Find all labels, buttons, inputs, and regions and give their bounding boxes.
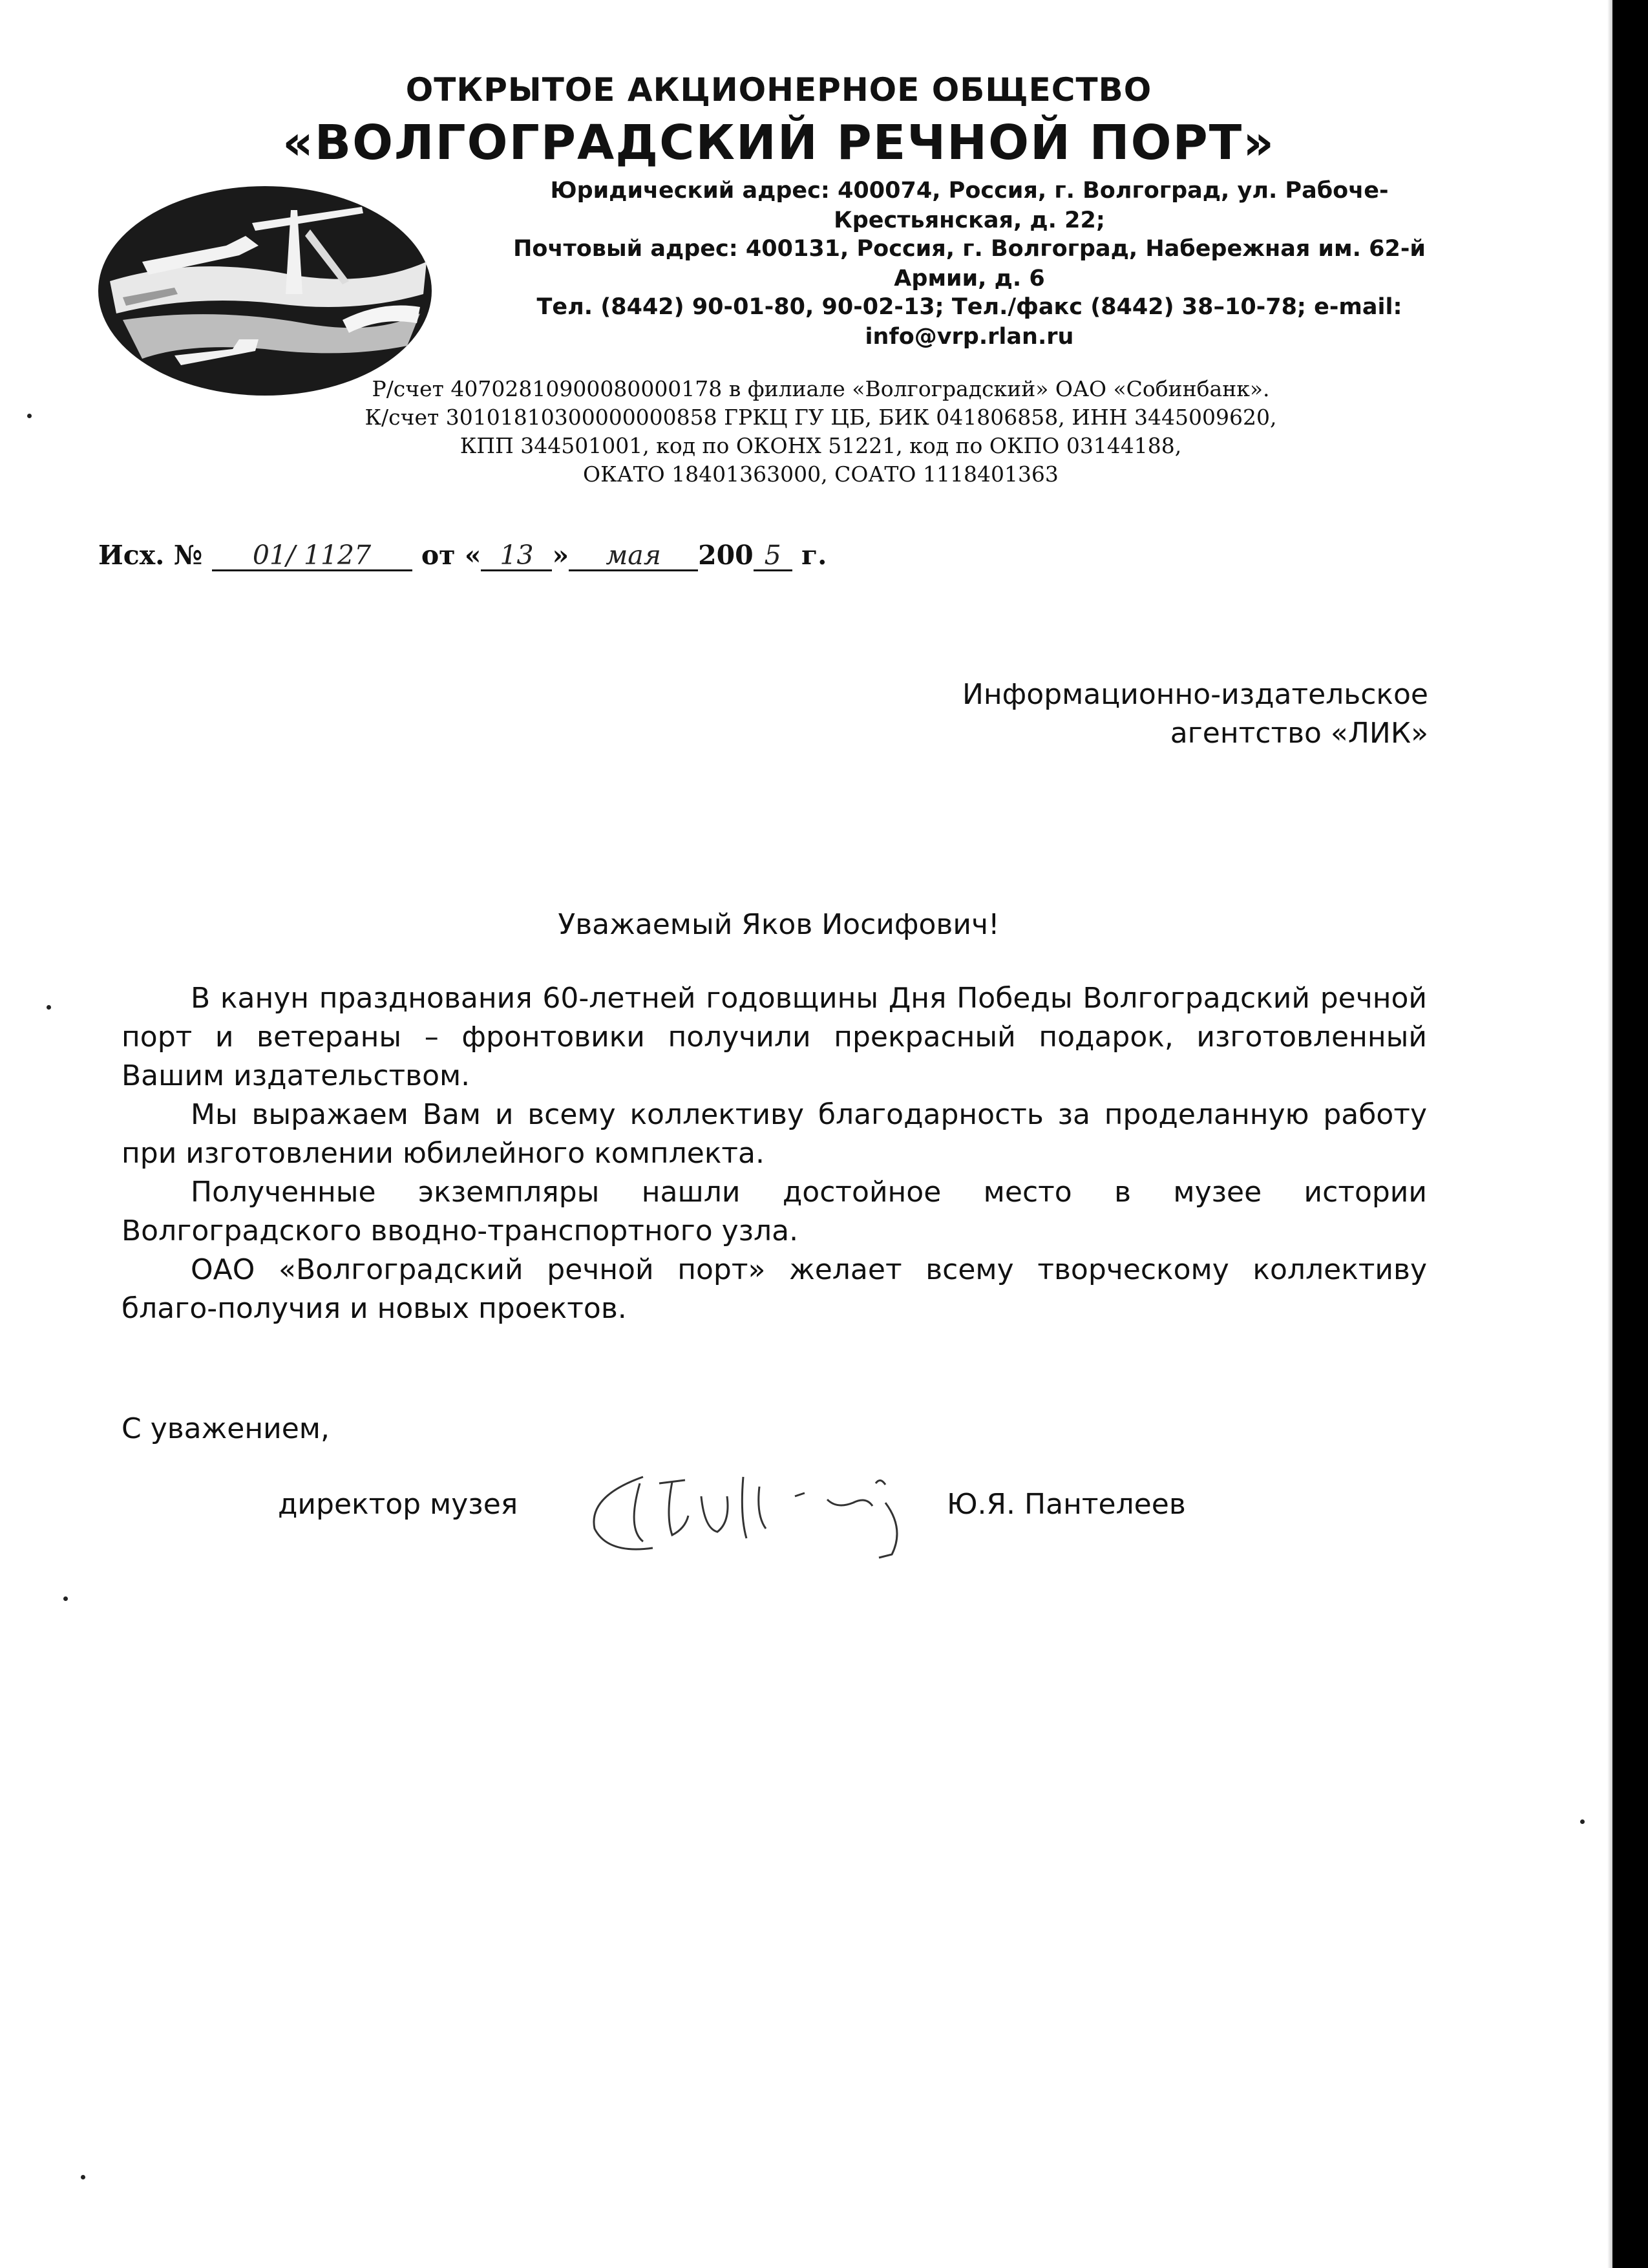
outgoing-year-prefix: 200 <box>698 540 754 571</box>
outgoing-year-digit: 5 <box>754 541 792 571</box>
signer-name: Ю.Я. Пантелеев <box>947 1488 1186 1521</box>
port-logo-icon <box>97 184 433 397</box>
scan-speck <box>27 414 32 418</box>
signer-title: директор музея <box>278 1488 518 1521</box>
outgoing-reference <box>98 540 827 571</box>
signature-icon <box>582 1457 918 1561</box>
bank-line: КПП 344501001, код по ОКОНХ 51221, код по ОКПО 03144188, <box>460 433 1182 458</box>
recipient-line: агентство «ЛИК» <box>1170 717 1428 750</box>
scan-edge <box>1612 0 1648 2268</box>
legal-address: Юридический адрес: 400074, Россия, г. Волгоград, ул. Рабоче-Крестьянская, д. 22; <box>550 178 1389 233</box>
scan-speck <box>63 1596 68 1601</box>
org-type: ОТКРЫТОЕ АКЦИОНЕРНОЕ ОБЩЕСТВО <box>405 71 1152 109</box>
body-paragraph: В канун празднования 60-летней годовщины Дня Победы Волгоградский речной порт и ветераны – фронтовики получили прекрасный подарок, изготовленный Вашим издательством. <box>121 982 1427 1092</box>
scan-speck <box>1580 1819 1585 1824</box>
recipient-block <box>962 675 1428 753</box>
body-paragraph: Полученные экземпляры нашли достойное место в музее истории Волгоградского вводно-транспортного узла. <box>121 1176 1427 1247</box>
outgoing-number: 01/ 1127 <box>212 541 412 571</box>
scan-speck <box>47 1005 51 1010</box>
letter-body <box>121 979 1427 1328</box>
bank-line: Р/счет 40702810900080000178 в филиале «Волгоградский» ОАО «Собинбанк». <box>372 376 1270 401</box>
org-name: «ВОЛГОГРАДСКИЙ РЕЧНОЙ ПОРТ» <box>282 115 1276 171</box>
body-paragraph: ОАО «Волгоградский речной порт» желает всему творческому коллективу благо-получия и новых проектов. <box>121 1253 1427 1325</box>
bank-details <box>362 375 1280 489</box>
outgoing-from-label: от « <box>421 540 481 571</box>
bank-line: ОКАТО 18401363000, СОАТО 1118401363 <box>583 461 1059 487</box>
bank-line: К/счет 30101810300000000858 ГРКЦ ГУ ЦБ, БИК 041806858, ИНН 3445009620, <box>364 405 1277 430</box>
outgoing-year-suffix: г. <box>801 540 827 571</box>
scan-speck <box>81 2175 85 2179</box>
salutation: Уважаемый Яков Иосифович! <box>558 908 1000 941</box>
outgoing-month: мая <box>569 541 698 571</box>
outgoing-label: Исх. № <box>98 540 203 571</box>
outgoing-day: 13 <box>481 541 552 571</box>
closing: С уважением, <box>121 1412 330 1445</box>
postal-address: Почтовый адрес: 400131, Россия, г. Волгоград, Набережная им. 62-й Армии, д. 6 <box>513 236 1426 291</box>
outgoing-month-sep: » <box>552 540 569 571</box>
body-paragraph: Мы выражаем Вам и всему коллективу благодарность за проделанную работу при изготовлении юбилейного комплекта. <box>121 1098 1427 1170</box>
phones-email: Тел. (8442) 90-01-80, 90-02-13; Тел./факс (8442) 38–10-78; e-mail: info@vrp.rlan.ru <box>536 294 1402 350</box>
recipient-line: Информационно-издательское <box>962 678 1428 711</box>
scan-edge-shadow <box>1607 0 1612 2268</box>
